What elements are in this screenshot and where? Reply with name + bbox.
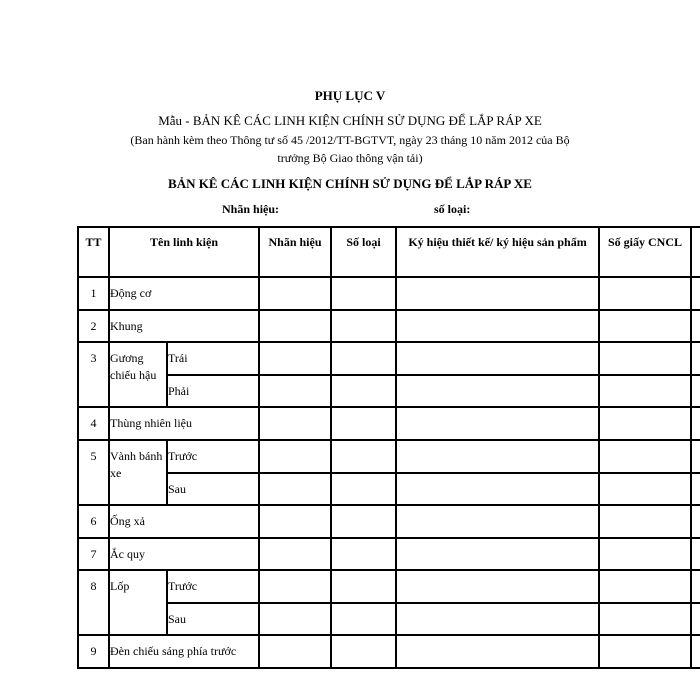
- component-name: Vành bánh xe: [109, 440, 167, 505]
- model-cell[interactable]: [331, 635, 396, 668]
- component-name: Thùng nhiên liệu: [109, 407, 259, 440]
- brand-cell[interactable]: [259, 440, 331, 473]
- cert-cell[interactable]: [599, 342, 691, 375]
- model-cell[interactable]: [331, 375, 396, 407]
- brand-cell[interactable]: [259, 473, 331, 505]
- row-number: 7: [78, 538, 109, 570]
- row-number: 5: [78, 440, 109, 505]
- design-code-cell[interactable]: [396, 277, 599, 310]
- sub-component-name: Sau: [167, 473, 259, 505]
- design-code-cell[interactable]: [396, 570, 599, 603]
- components-table: [77, 226, 700, 669]
- table-row: [78, 505, 700, 538]
- col-header-component: Tên linh kiện: [109, 227, 259, 277]
- design-code-cell[interactable]: [396, 310, 599, 342]
- table-row: [78, 635, 700, 668]
- cert-cell[interactable]: [599, 570, 691, 603]
- extra-cell[interactable]: [691, 310, 700, 342]
- table-header-row: [78, 227, 700, 277]
- brand-cell[interactable]: [259, 505, 331, 538]
- extra-cell[interactable]: [691, 635, 700, 668]
- extra-cell[interactable]: [691, 375, 700, 407]
- component-name: Lốp: [109, 570, 167, 635]
- table-row: [78, 342, 700, 375]
- extra-cell[interactable]: [691, 407, 700, 440]
- design-code-cell[interactable]: [396, 473, 599, 505]
- sub-component-name: Phải: [167, 375, 259, 407]
- component-name: Ống xả: [109, 505, 259, 538]
- form-title: Mẫu - BẢN KÊ CÁC LINH KIỆN CHÍNH SỬ DỤNG ĐỂ LẮP RÁP XE: [158, 113, 542, 128]
- component-name: Ắc quy: [109, 538, 259, 570]
- appendix-heading: PHỤ LỤC V: [314, 88, 386, 103]
- extra-cell[interactable]: [691, 342, 700, 375]
- extra-cell[interactable]: [691, 440, 700, 473]
- model-cell[interactable]: [331, 538, 396, 570]
- design-code-cell[interactable]: [396, 635, 599, 668]
- sub-component-name: Sau: [167, 603, 259, 635]
- model-cell[interactable]: [331, 407, 396, 440]
- cert-cell[interactable]: [599, 538, 691, 570]
- model-cell[interactable]: [331, 505, 396, 538]
- brand-cell[interactable]: [259, 407, 331, 440]
- component-name: Khung: [109, 310, 259, 342]
- brand-cell[interactable]: [259, 310, 331, 342]
- table-row: [78, 310, 700, 342]
- brand-cell[interactable]: [259, 277, 331, 310]
- model-cell[interactable]: [331, 473, 396, 505]
- model-cell[interactable]: [331, 440, 396, 473]
- row-number: 3: [78, 342, 109, 407]
- cert-cell[interactable]: [599, 473, 691, 505]
- model-cell[interactable]: [331, 570, 396, 603]
- model-cell[interactable]: [331, 603, 396, 635]
- row-number: 8: [78, 570, 109, 635]
- table-row: [78, 277, 700, 310]
- extra-cell[interactable]: [691, 570, 700, 603]
- component-name: Động cơ: [109, 277, 259, 310]
- cert-cell[interactable]: [599, 440, 691, 473]
- table-row: [78, 473, 700, 505]
- brand-cell[interactable]: [259, 538, 331, 570]
- cert-cell[interactable]: [599, 375, 691, 407]
- design-code-cell[interactable]: [396, 342, 599, 375]
- row-number: 9: [78, 635, 109, 668]
- sub-component-name: Trước: [167, 440, 259, 473]
- row-number: 2: [78, 310, 109, 342]
- issued-by-line-1: (Ban hành kèm theo Thông tư số 45 /2012/TT-BGTVT, ngày 23 tháng 10 năm 2012 của Bộ: [130, 133, 570, 147]
- brand-cell[interactable]: [259, 635, 331, 668]
- table-row: [78, 538, 700, 570]
- sub-component-name: Trước: [167, 570, 259, 603]
- col-header-tt: TT: [78, 227, 109, 277]
- brand-cell[interactable]: [259, 570, 331, 603]
- extra-cell[interactable]: [691, 473, 700, 505]
- table-row: [78, 603, 700, 635]
- design-code-cell[interactable]: [396, 407, 599, 440]
- col-header-extra: [691, 227, 700, 277]
- cert-cell[interactable]: [599, 277, 691, 310]
- table-row: [78, 570, 700, 603]
- row-number: 4: [78, 407, 109, 440]
- extra-cell[interactable]: [691, 505, 700, 538]
- brand-cell[interactable]: [259, 375, 331, 407]
- design-code-cell[interactable]: [396, 505, 599, 538]
- model-label: số loại:: [434, 202, 471, 216]
- component-name: Đèn chiếu sáng phía trước: [109, 635, 259, 668]
- design-code-cell[interactable]: [396, 375, 599, 407]
- col-header-design-code: Ký hiệu thiết kế/ ký hiệu sản phẩm: [396, 227, 599, 277]
- design-code-cell[interactable]: [396, 440, 599, 473]
- cert-cell[interactable]: [599, 603, 691, 635]
- component-name: Gương chiếu hậu: [109, 342, 167, 407]
- col-header-brand: Nhãn hiệu: [259, 227, 331, 277]
- extra-cell[interactable]: [691, 538, 700, 570]
- model-cell[interactable]: [331, 310, 396, 342]
- design-code-cell[interactable]: [396, 538, 599, 570]
- col-header-model: Số loại: [331, 227, 396, 277]
- brand-cell[interactable]: [259, 342, 331, 375]
- cert-cell[interactable]: [599, 505, 691, 538]
- brand-cell[interactable]: [259, 603, 331, 635]
- document-title: BẢN KÊ CÁC LINH KIỆN CHÍNH SỬ DỤNG ĐỂ LẮP RÁP XE: [168, 176, 532, 191]
- cert-cell[interactable]: [599, 635, 691, 668]
- table-row: [78, 440, 700, 473]
- extra-cell[interactable]: [691, 277, 700, 310]
- issued-by-line-2: trưởng Bộ Giao thông vận tải): [277, 151, 423, 165]
- table-row: [78, 375, 700, 407]
- sub-component-name: Trái: [167, 342, 259, 375]
- design-code-cell[interactable]: [396, 603, 599, 635]
- extra-cell[interactable]: [691, 603, 700, 635]
- cert-cell[interactable]: [599, 310, 691, 342]
- brand-label: Nhãn hiệu:: [222, 202, 280, 216]
- col-header-cert: Số giấy CNCL: [599, 227, 691, 277]
- table-row: [78, 407, 700, 440]
- row-number: 1: [78, 277, 109, 310]
- model-cell[interactable]: [331, 277, 396, 310]
- model-cell[interactable]: [331, 342, 396, 375]
- row-number: 6: [78, 505, 109, 538]
- cert-cell[interactable]: [599, 407, 691, 440]
